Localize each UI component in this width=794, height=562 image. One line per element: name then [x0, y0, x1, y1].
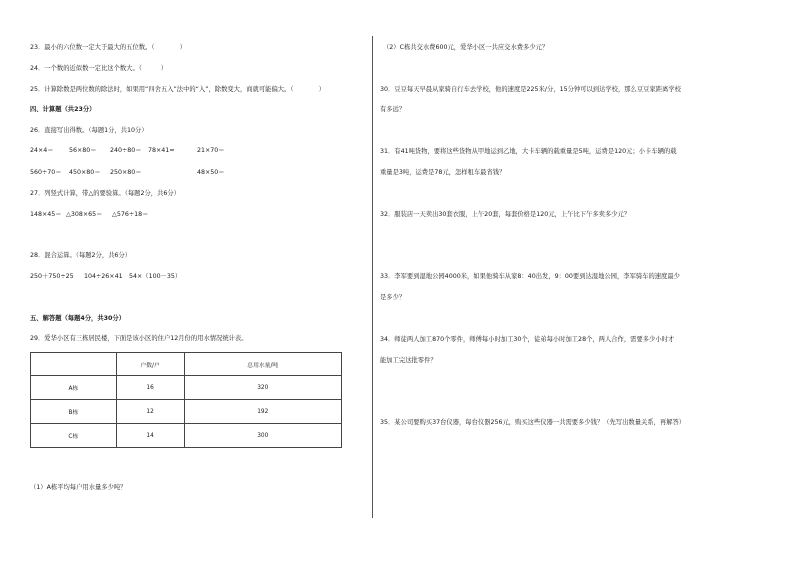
q26-item: 56×80＝	[69, 147, 97, 154]
table-header-row	[31, 353, 342, 376]
q26-item: 21×70＝	[197, 147, 225, 154]
table-row	[31, 400, 342, 424]
question-30-line-1: 30．豆豆每天早晨从家骑自行车去学校，他的速度是225米/分，15分钟可以到达学校，那么豆豆家距离学校	[380, 86, 681, 93]
table-cell: 300	[184, 424, 342, 448]
q28-item: 54×（100－35）	[129, 273, 182, 280]
table-cell: 320	[184, 376, 342, 400]
column-divider	[372, 36, 373, 518]
question-31-line-2: 重量是3吨，运费是78元，怎样租车最省钱？	[380, 169, 506, 176]
q26-item: 450×80＝	[69, 169, 101, 176]
q26-item: 250×80＝	[110, 169, 142, 176]
q26-item: 240÷80＝	[110, 147, 142, 154]
table-row	[31, 376, 342, 400]
table-row	[31, 424, 342, 448]
question-31-line-1: 31．有41吨货物，要将这些货物从甲地运到乙地，大卡车辆的载重量是5吨，运费是120元；小卡车辆的载	[380, 148, 677, 155]
table-header-cell	[31, 353, 117, 376]
table-cell: B栋	[31, 400, 117, 424]
q28-item: 104÷26×41	[84, 273, 123, 280]
section-5-title: 五、解答题（每题4分，共30分）	[30, 315, 126, 322]
q27-item: △576÷18＝	[112, 211, 149, 218]
question-29-2: （2）C栋共交水费600元，爱华小区一共应交水费多少元？	[383, 44, 549, 51]
question-34-line-1: 34．师徒两人加工870个零件，师傅每小时加工30个，徒弟每小时加工28个，两人合作，需要多少小时才	[380, 336, 675, 343]
table-cell: C栋	[31, 424, 117, 448]
question-32: 32．服装店一天卖出30套衣服，上午20套，每套价格是120元，上午比下午多卖多少元？	[380, 211, 631, 218]
q26-item: 560÷70＝	[30, 169, 62, 176]
question-33-line-2: 是多少？	[380, 294, 406, 301]
q28-item: 250＋750÷25	[30, 273, 74, 280]
table-cell: 16	[116, 376, 184, 400]
q27-item: △308×65＝	[66, 211, 103, 218]
question-29-1: （1）A栋平均每户用水量多少吨？	[30, 484, 127, 491]
question-34-line-2: 能加工完这批零件？	[380, 357, 437, 364]
question-27: 27．列竖式计算，带△的要验算。（每题2分，共6分）	[30, 190, 180, 197]
water-usage-table	[30, 352, 342, 448]
table-header-cell: 户数/户	[116, 353, 184, 376]
table-cell: 12	[116, 400, 184, 424]
section-4-title: 四、计算题（共23分）	[30, 106, 96, 113]
question-30-line-2: 有多远？	[380, 106, 406, 113]
question-33-line-1: 33．李军要到湿地公园4000米，如果他骑车从家8：40出发，9：00要到达湿地公园，李军骑车的速度最少	[380, 273, 680, 280]
question-24: 24．一个数的近似数一定比这个数大。（ ）	[30, 65, 168, 72]
table-cell: 14	[116, 424, 184, 448]
q26-item: 78×41≈	[148, 147, 175, 154]
question-28: 28．混合运算。（每题2分，共6分）	[30, 252, 132, 259]
table-cell: A栋	[31, 376, 117, 400]
table-header-cell: 总用水量/吨	[184, 353, 342, 376]
q26-item: 24×4＝	[30, 147, 54, 154]
table-cell: 192	[184, 400, 342, 424]
question-35: 35．某公司要购买37台仪器，每台仪器256元，购买这些仪器一共需要多少钱？（先写出数量关系，再解答）	[380, 419, 686, 426]
question-23: 23．最小的六位数一定大于最大的五位数。（ ）	[30, 44, 186, 51]
question-26: 26．直接写出得数。（每题1分，共10分）	[30, 127, 148, 134]
question-25: 25．计算除数是两位数的除法时，如果用“四舍五入”法中的“入”，除数变大，商就可能偏大。（ ）	[30, 86, 325, 93]
q26-item: 48×50＝	[197, 169, 225, 176]
q27-item: 148×45＝	[30, 211, 62, 218]
question-29: 29．爱华小区有三栋居民楼，下面是该小区的住户12月份的用水情况统计表。	[30, 335, 248, 342]
